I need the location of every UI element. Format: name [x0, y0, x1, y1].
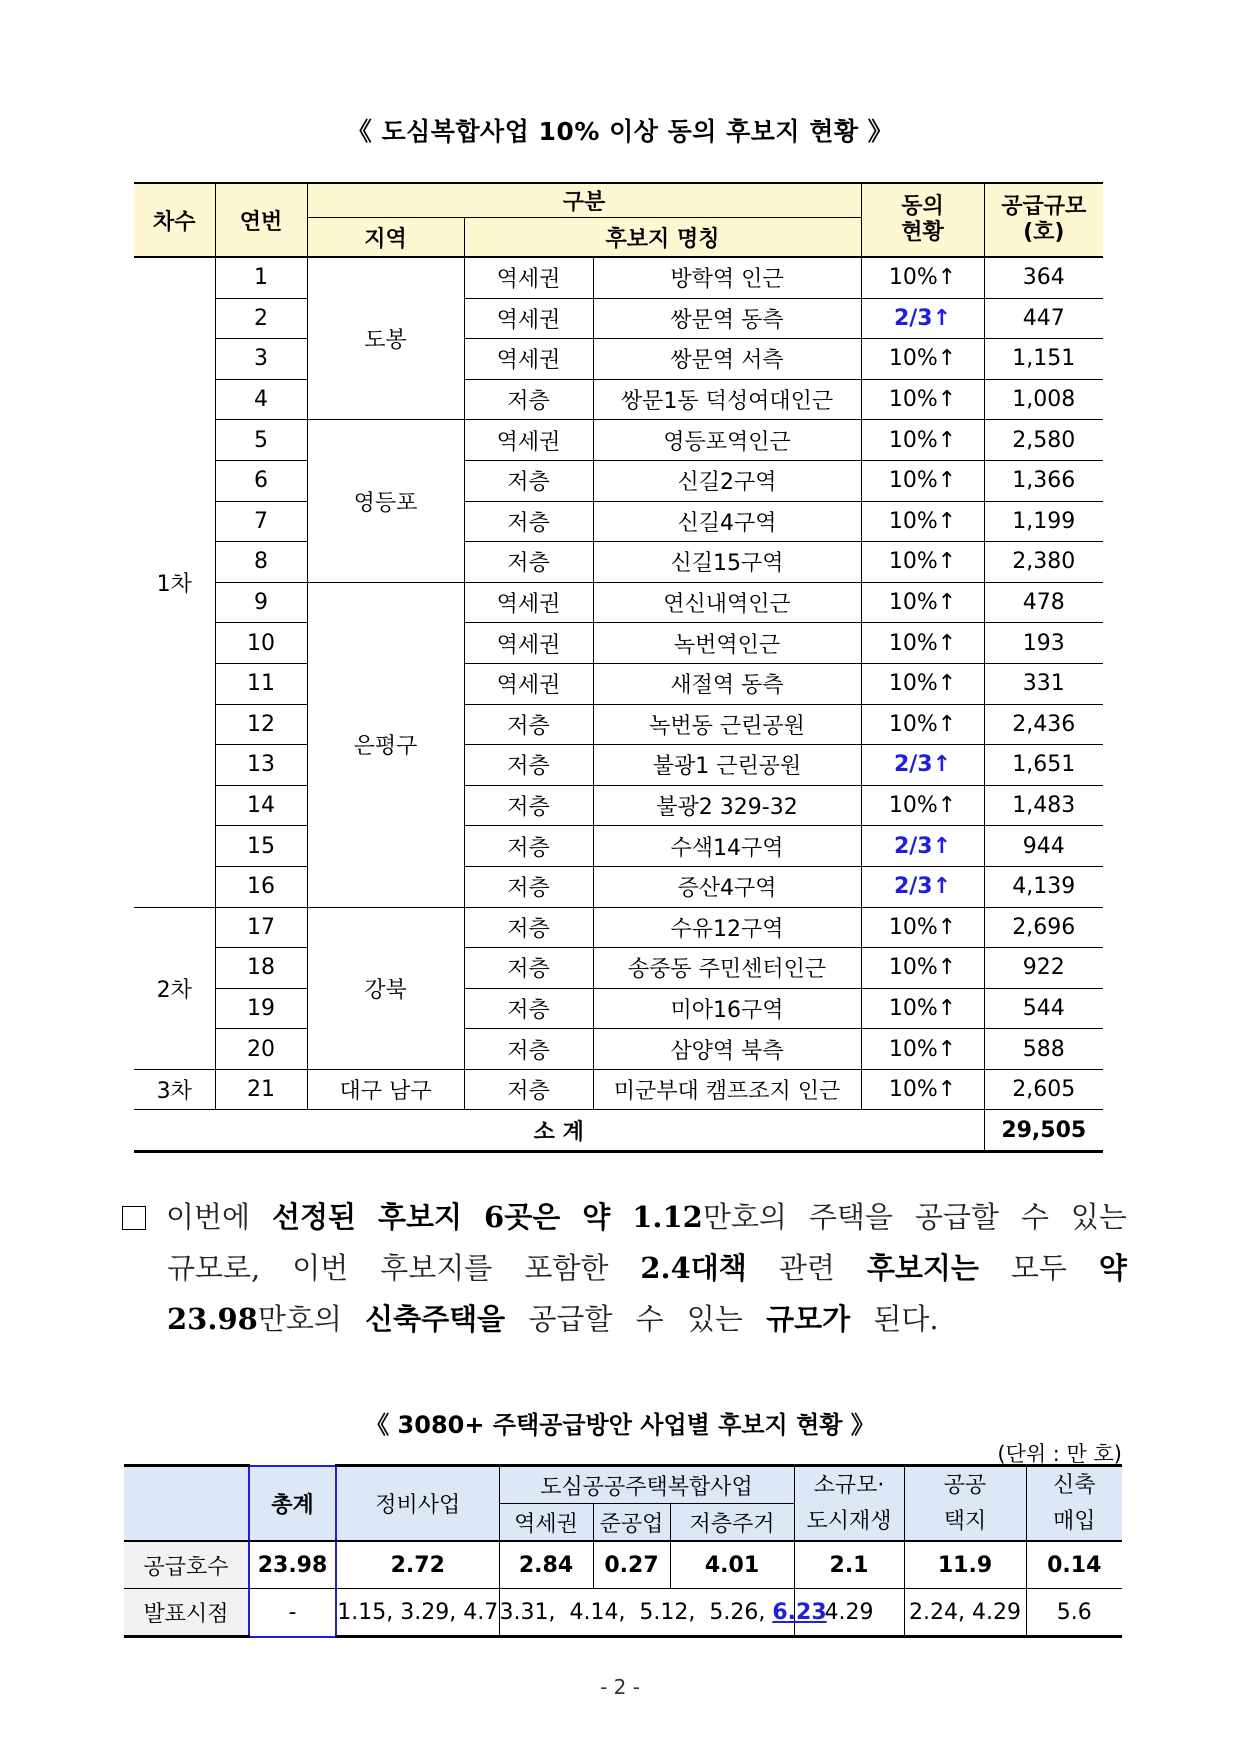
supply-cell: 944: [984, 826, 1103, 867]
number-cell: 13: [215, 745, 307, 786]
supply-cell: 922: [984, 948, 1103, 989]
table-row: [134, 785, 1103, 826]
site-name-cell: 녹번동 근린공원: [593, 704, 861, 745]
type-cell: 저층: [464, 907, 593, 948]
consent-cell: 10%↑: [861, 1029, 984, 1070]
supply-cell: 2,580: [984, 420, 1103, 461]
cell-station: 2.84: [499, 1541, 593, 1589]
paragraph-line-1: [122, 1192, 1127, 1243]
type-cell: 저층: [464, 1029, 593, 1070]
site-name-cell: 증산4구역: [593, 866, 861, 907]
consent-cell: 10%↑: [861, 907, 984, 948]
region-cell: 대구 남구: [307, 1069, 464, 1110]
consent-cell: 10%↑: [861, 420, 984, 461]
paragraph-word: 포함한: [524, 1251, 609, 1285]
table1-title: 《 도심복합사업 10% 이상 동의 후보지 현황 》: [346, 117, 894, 146]
consent-cell: 2/3↑: [861, 298, 984, 339]
supply-cell: 1,199: [984, 501, 1103, 542]
supply-cell: 2,436: [984, 704, 1103, 745]
consent-cell: 10%↑: [861, 501, 984, 542]
paragraph-word: 후보지는: [866, 1251, 979, 1285]
site-name-cell: 신길2구역: [593, 460, 861, 501]
header-semi-industrial: 준공업: [593, 1504, 670, 1542]
table-row: [134, 1029, 1103, 1070]
number-cell: 8: [215, 542, 307, 583]
paragraph-line-3: [122, 1294, 1127, 1345]
table-row: [134, 745, 1103, 786]
number-cell: 3: [215, 339, 307, 380]
unit-note: (단위 : 만 호): [997, 1442, 1122, 1466]
cell-redevelopment: 1.15, 3.29, 4.7: [336, 1589, 499, 1637]
total-label: 소 계: [134, 1110, 984, 1152]
type-cell: 역세권: [464, 663, 593, 704]
supply-plan-table: [124, 1464, 1122, 1638]
cell-small-scale: 2.1: [794, 1541, 904, 1589]
paragraph-word: 약: [1098, 1251, 1127, 1285]
paragraph-word: 있는: [1070, 1200, 1127, 1234]
total-value: 29,505: [984, 1110, 1103, 1152]
supply-cell: 1,651: [984, 745, 1103, 786]
table-row: [134, 623, 1103, 664]
table-row: [124, 1541, 1122, 1589]
paragraph-word: 규모로,: [167, 1251, 261, 1285]
cell-semi-industrial: 0.27: [593, 1541, 670, 1589]
latest-announce-date: 6.23: [772, 1599, 827, 1625]
type-cell: 저층: [464, 704, 593, 745]
cell-public-land: 2.24, 4.29: [904, 1589, 1026, 1637]
paragraph-word: 공급할 수 있는: [528, 1302, 743, 1336]
candidate-sites-table: [134, 182, 1103, 1153]
type-cell: 역세권: [464, 298, 593, 339]
type-cell: 역세권: [464, 623, 593, 664]
consent-cell: 10%↑: [861, 542, 984, 583]
cell-urban-complex: [499, 1589, 827, 1637]
number-cell: 11: [215, 663, 307, 704]
site-name-cell: 불광1 근린공원: [593, 745, 861, 786]
number-cell: 15: [215, 826, 307, 867]
supply-cell: 2,605: [984, 1069, 1103, 1110]
supply-cell: 1,151: [984, 339, 1103, 380]
consent-cell: 10%↑: [861, 582, 984, 623]
table-row: [134, 582, 1103, 623]
table-row: [134, 257, 1103, 298]
paragraph-word: 만호의: [257, 1302, 342, 1336]
round-cell: 2차: [134, 907, 215, 1069]
site-name-cell: 미아16구역: [593, 988, 861, 1029]
site-name-cell: 방학역 인근: [593, 257, 861, 298]
paragraph-word: 23.98: [167, 1302, 258, 1336]
table-row: [134, 866, 1103, 907]
header-small-scale: 소규모· 도시재생: [794, 1466, 904, 1542]
number-cell: 2: [215, 298, 307, 339]
total-row: [134, 1110, 1103, 1152]
site-name-cell: 수색14구역: [593, 826, 861, 867]
cell-low-rise: 4.01: [670, 1541, 794, 1589]
number-cell: 16: [215, 866, 307, 907]
consent-cell: 10%↑: [861, 663, 984, 704]
row-label-announce: 발표시점: [124, 1589, 249, 1637]
cell-public-land: 11.9: [904, 1541, 1026, 1589]
number-cell: 20: [215, 1029, 307, 1070]
type-cell: 저층: [464, 542, 593, 583]
consent-cell: 10%↑: [861, 623, 984, 664]
table-row: [134, 704, 1103, 745]
consent-cell: 10%↑: [861, 1069, 984, 1110]
supply-cell: 1,483: [984, 785, 1103, 826]
type-cell: 저층: [464, 988, 593, 1029]
paragraph-word: 규모가: [766, 1302, 851, 1336]
region-cell: 영등포: [307, 420, 464, 582]
table1-body: [134, 257, 1103, 1152]
header-region: 지역: [307, 218, 464, 258]
header-redevelopment: 정비사업: [336, 1466, 499, 1542]
type-cell: 저층: [464, 948, 593, 989]
paragraph-word: 후보지: [378, 1200, 463, 1234]
header-round: 차수: [134, 183, 215, 257]
number-cell: 19: [215, 988, 307, 1029]
paragraph-word: 모두: [1010, 1251, 1067, 1285]
checkbox-bullet-icon: [122, 1206, 146, 1230]
table-row: [134, 663, 1103, 704]
cell-redevelopment: 2.72: [336, 1541, 499, 1589]
supply-cell: 478: [984, 582, 1103, 623]
header-new-purchase: 신축 매입: [1026, 1466, 1122, 1542]
cell-small-scale: 4.29: [794, 1589, 904, 1637]
table-row: [134, 907, 1103, 948]
announce-dates: 3.31, 4.14, 5.12, 5.26,: [499, 1599, 766, 1625]
paragraph-word: 이번에: [122, 1192, 250, 1243]
supply-cell: 193: [984, 623, 1103, 664]
cell-total: 23.98: [249, 1541, 336, 1589]
site-name-cell: 미군부대 캠프조지 인근: [593, 1069, 861, 1110]
table-row: [134, 379, 1103, 420]
site-name-cell: 신길15구역: [593, 542, 861, 583]
site-name-cell: 연신내역인근: [593, 582, 861, 623]
header-total: 총계: [249, 1466, 336, 1542]
consent-cell: 10%↑: [861, 988, 984, 1029]
type-cell: 저층: [464, 460, 593, 501]
type-cell: 저층: [464, 379, 593, 420]
region-cell: 도봉: [307, 257, 464, 420]
number-cell: 4: [215, 379, 307, 420]
number-cell: 17: [215, 907, 307, 948]
type-cell: 저층: [464, 826, 593, 867]
header-supply: 공급규모 (호): [984, 183, 1103, 257]
table-row: [124, 1589, 1122, 1637]
paragraph-word: 된다.: [873, 1302, 939, 1336]
page-number: - 2 -: [600, 1675, 640, 1699]
site-name-cell: 쌍문역 동측: [593, 298, 861, 339]
site-name-cell: 삼양역 북측: [593, 1029, 861, 1070]
region-cell: 은평구: [307, 582, 464, 907]
consent-cell: 10%↑: [861, 379, 984, 420]
number-cell: 7: [215, 501, 307, 542]
table-row: [134, 948, 1103, 989]
table-row: [134, 339, 1103, 380]
table-row: [134, 826, 1103, 867]
summary-paragraph: [122, 1192, 1127, 1345]
number-cell: 12: [215, 704, 307, 745]
paragraph-word: 선정된: [272, 1200, 357, 1234]
number-cell: 10: [215, 623, 307, 664]
supply-cell: 1,366: [984, 460, 1103, 501]
consent-cell: 2/3↑: [861, 826, 984, 867]
table-row: [134, 460, 1103, 501]
number-cell: 6: [215, 460, 307, 501]
type-cell: 역세권: [464, 339, 593, 380]
site-name-cell: 수유12구역: [593, 907, 861, 948]
paragraph-word: 수: [1020, 1200, 1049, 1234]
consent-cell: 10%↑: [861, 785, 984, 826]
header-public-land: 공공 택지: [904, 1466, 1026, 1542]
cell-new-purchase: 0.14: [1026, 1541, 1122, 1589]
header-urban-complex: 도심공공주택복합사업: [499, 1466, 794, 1504]
paragraph-word: 주택을: [808, 1200, 893, 1234]
cell-new-purchase: 5.6: [1026, 1589, 1122, 1637]
site-name-cell: 새절역 동측: [593, 663, 861, 704]
consent-cell: 10%↑: [861, 257, 984, 298]
paragraph-line-2: [122, 1243, 1127, 1294]
paragraph-word: 후보지를: [380, 1251, 493, 1285]
table-row: [134, 988, 1103, 1029]
paragraph-word: 공급할: [914, 1200, 999, 1234]
paragraph-word: 관련: [778, 1251, 835, 1285]
supply-cell: 2,380: [984, 542, 1103, 583]
paragraph-word: 신축주택을: [365, 1302, 506, 1336]
type-cell: 저층: [464, 745, 593, 786]
type-cell: 역세권: [464, 582, 593, 623]
paragraph-word: 이번: [292, 1251, 349, 1285]
number-cell: 21: [215, 1069, 307, 1110]
number-cell: 14: [215, 785, 307, 826]
number-cell: 5: [215, 420, 307, 461]
number-cell: 18: [215, 948, 307, 989]
supply-cell: 1,008: [984, 379, 1103, 420]
consent-cell: 10%↑: [861, 460, 984, 501]
header-consent: 동의 현황: [861, 183, 984, 257]
table-row: [134, 1069, 1103, 1110]
consent-cell: 2/3↑: [861, 745, 984, 786]
round-cell: 1차: [134, 257, 215, 907]
site-name-cell: 녹번역인근: [593, 623, 861, 664]
type-cell: 역세권: [464, 420, 593, 461]
site-name-cell: 쌍문역 서측: [593, 339, 861, 380]
consent-cell: 10%↑: [861, 948, 984, 989]
site-name-cell: 신길4구역: [593, 501, 861, 542]
header-blank: [124, 1466, 249, 1542]
supply-cell: 4,139: [984, 866, 1103, 907]
cell-total: -: [249, 1589, 336, 1637]
supply-cell: 2,696: [984, 907, 1103, 948]
table-row: [134, 420, 1103, 461]
site-name-cell: 영등포역인근: [593, 420, 861, 461]
consent-cell: 2/3↑: [861, 866, 984, 907]
supply-cell: 588: [984, 1029, 1103, 1070]
row-label-supply: 공급호수: [124, 1541, 249, 1589]
paragraph-word: 약: [582, 1200, 611, 1234]
table-row: [134, 542, 1103, 583]
supply-cell: 447: [984, 298, 1103, 339]
type-cell: 저층: [464, 866, 593, 907]
paragraph-word: 1.12만호의: [632, 1200, 787, 1234]
header-low-rise: 저층주거: [670, 1504, 794, 1542]
paragraph-word: 2.4대책: [640, 1251, 747, 1285]
number-cell: 9: [215, 582, 307, 623]
supply-cell: 544: [984, 988, 1103, 1029]
header-station: 역세권: [499, 1504, 593, 1542]
supply-cell: 331: [984, 663, 1103, 704]
consent-cell: 10%↑: [861, 704, 984, 745]
paragraph-word: 6곳은: [484, 1200, 561, 1234]
type-cell: 역세권: [464, 257, 593, 298]
round-cell: 3차: [134, 1069, 215, 1110]
table-row: [134, 501, 1103, 542]
type-cell: 저층: [464, 1069, 593, 1110]
header-number: 연번: [215, 183, 307, 257]
header-category: 구분: [307, 183, 861, 218]
site-name-cell: 송중동 주민센터인근: [593, 948, 861, 989]
header-site-name: 후보지 명칭: [464, 218, 861, 258]
table2-title: 《 3080+ 주택공급방안 사업별 후보지 현황 》: [365, 1411, 875, 1439]
site-name-cell: 불광2 329-32: [593, 785, 861, 826]
type-cell: 저층: [464, 501, 593, 542]
table-row: [134, 298, 1103, 339]
type-cell: 저층: [464, 785, 593, 826]
site-name-cell: 쌍문1동 덕성여대인근: [593, 379, 861, 420]
consent-cell: 10%↑: [861, 339, 984, 380]
region-cell: 강북: [307, 907, 464, 1069]
supply-cell: 364: [984, 257, 1103, 298]
number-cell: 1: [215, 257, 307, 298]
